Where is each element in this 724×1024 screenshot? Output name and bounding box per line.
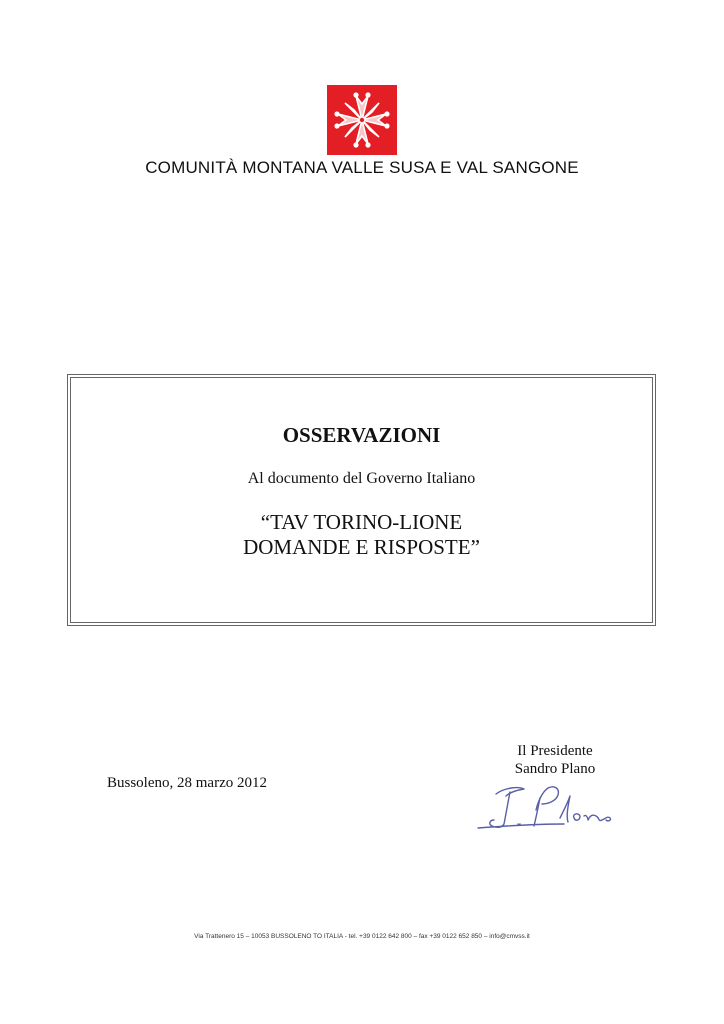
title-box	[67, 374, 656, 626]
signer-name: Sandro Plano	[514, 761, 596, 777]
place-and-date: Bussoleno, 28 marzo 2012	[107, 775, 267, 791]
quoted-title-line-1: “TAV TORINO-LIONE	[260, 510, 463, 534]
document-title: OSSERVAZIONI	[282, 423, 441, 447]
document-subtitle: Al documento del Governo Italiano	[247, 470, 476, 487]
handwritten-signature-icon	[474, 780, 624, 835]
organization-name: COMUNITÀ MONTANA VALLE SUSA E VAL SANGONE	[145, 158, 579, 177]
organization-logo	[327, 85, 397, 155]
footer-address: Via Trattenero 15 – 10053 BUSSOLENO TO ITALIA - tel. +39 0122 642 800 – fax +39 0122 652 850 – info@cmvss.it	[194, 933, 530, 940]
title-box-inner	[70, 377, 653, 623]
signer-block	[470, 742, 640, 778]
document-quoted-title	[71, 510, 652, 560]
signer-role: Il Presidente	[517, 743, 593, 759]
signature	[474, 780, 624, 835]
quoted-title-line-2: DOMANDE E RISPOSTE”	[243, 535, 480, 559]
occitan-cross-emblem-icon	[327, 85, 397, 155]
